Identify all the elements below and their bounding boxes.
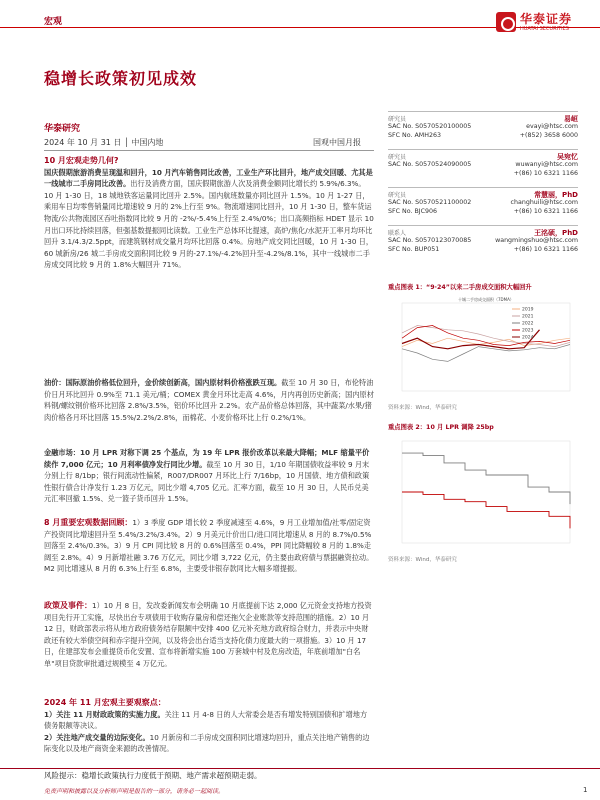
section-prices bbox=[44, 377, 374, 423]
analyst-name: 吴宛忆 bbox=[557, 153, 578, 161]
analyst-sac: SAC No. S0570123070085 bbox=[388, 237, 472, 244]
doc-type: 国观中国月报 bbox=[313, 138, 361, 147]
section-outlook bbox=[44, 697, 374, 755]
paragraph-text: 国庆假期旅游人次及消费金额同比增长约 5.9%/6.3%。10 月 1-30 日，18 城地铁客运量同比回升 2.5%。国内航班数量亦同比回升 1.5%。10 月 1-27 日，乘用车日均零售销量同比增速较 9 月的 2%上行至 9%。 bbox=[44, 179, 370, 212]
chart-title: 重点图表 2：10 月 LPR 调降 25bp bbox=[388, 424, 494, 431]
chart-2-plot bbox=[388, 435, 578, 555]
analyst-card bbox=[388, 114, 578, 148]
analyst-name: 王洺硕，PhD bbox=[534, 229, 578, 237]
chart-source: 资料来源：Wind，华泰研究 bbox=[388, 405, 457, 411]
plot-area bbox=[402, 441, 570, 543]
analyst-sac: SAC No. S0570520100005 bbox=[388, 123, 472, 130]
inline-highlight: 房地产成交同比回暖， bbox=[247, 237, 320, 247]
chart-2 bbox=[388, 422, 578, 563]
analyst-sfc: SFC No. AMH263 bbox=[388, 132, 441, 139]
paragraph-text: 截至 10 月 30 日，1/10 年期国债收益率较 9 月末分别上行 8/1bp；银行间流动性偏紧，R007/DR007 月环比上行 7/16bp，10 月国债、地方债和政策性银行债合计净发行 1.23 万亿元，同比少增 4,705 亿元。汇率方面，截至 10 月 30 日，人民币兑美元汇率回撤 1.5%、兑一篮子货币回升 1.5%。 bbox=[44, 459, 370, 504]
analyst-name: 常慧丽，PhD bbox=[534, 191, 578, 199]
paragraph-text: 关注 11 月 4-8 日的人大常委会是否有增发特别国债和扩增地方债务限额等决议。 bbox=[44, 709, 368, 731]
analyst-panel bbox=[388, 114, 578, 266]
analyst-phone: +(86) 10 6321 1166 bbox=[513, 170, 578, 177]
section-lead: 金融市场：10 月 LPR 对称下调 25 个基点，为 19 年 LPR 报价改革以来最大降幅；MLF 缩量平价续作 7,000 亿元；10 月利率债净发行同比少增。 bbox=[44, 448, 370, 469]
section-policy bbox=[44, 600, 374, 670]
section-lead: 国庆假期旅游消费呈现温和回升，10 月汽车销售同比改善，工业生产环比回升，地产成交回暖、尤其是一线城市二手房同比改善。 bbox=[44, 167, 373, 189]
analyst-email: evayi@htsc.com bbox=[526, 123, 578, 130]
outlook-item-head: 1）关注 11 月财政政策的实施力度。 bbox=[44, 709, 165, 719]
section-heading: 2024 年 11 月宏观主要观察点： bbox=[44, 698, 166, 707]
section-lead: 油价：国际原油价格低位回升，金价续创新高，国内原材料价格涨跌互现。 bbox=[44, 378, 282, 387]
logo-icon bbox=[496, 12, 516, 32]
chart-1-plot bbox=[388, 295, 578, 403]
analyst-email: wuwanyi@htsc.com bbox=[515, 161, 578, 168]
footer-rule bbox=[0, 768, 600, 769]
dateline: 2024 年 10 月 31 日 │ 中国内地 bbox=[44, 138, 164, 147]
section-tag: 宏观 bbox=[44, 17, 63, 27]
chart-source: 资料来源：Wind，华泰研究 bbox=[388, 557, 457, 563]
company-logo bbox=[496, 10, 592, 36]
analyst-card bbox=[388, 228, 578, 262]
paragraph-text: 10 月 1-30 日，整车货运物流/公共物流园区吞吐指数同比较 9 月的 -2%/-5.4%上行至 2.4%/0%；出口高频指标 HDET 显示 10 月出口环比持续回落，但强基数提振同比读数。 bbox=[44, 202, 374, 235]
paragraph-text: 高炉/焦化/水泥开工率月均环比回升 3.1/4.3/2.5ppt，而建筑钢材成交量月均环比回落 0.4%。 bbox=[44, 225, 373, 247]
paragraph-text: 1）3 季度 GDP 增长较 2 季度减速至 4.6%，9 月工业增加值/社零/固定资产投资同比增速回升至 5.4%/3.2%/3.4%。2）9 月美元计价出口/进口同比增速从 8 月的 8.7%/0.5%回落至 2.4%/0.3%。3）9 月 CPI 同比较 8 月的 0.6%回落至 0.4%，PPI 同比降幅较 8 月的 1.8%走阔至 2.8%。4）9 月新增社融 3.76 万亿元，同比少增 3,722 亿元，仍主要由政府债与票据融资拉动。M2 同比增速从 8 月的 6.3%上行至 6.8%，主要受非银存款同比大幅多增提振。 bbox=[44, 518, 374, 574]
analyst-sac: SAC No. S0570521100002 bbox=[388, 199, 472, 206]
section-data-review bbox=[44, 517, 374, 575]
analyst-card bbox=[388, 190, 578, 224]
legend-label: 2024 bbox=[522, 335, 534, 341]
legend-title: 十城二手房成交面积（7DMA） bbox=[458, 297, 514, 302]
logo-text: 华泰证券 bbox=[520, 12, 573, 26]
outlook-item-head: 2）关注地产成交量的边际变化。 bbox=[44, 732, 150, 742]
legend-label: 2022 bbox=[522, 321, 534, 327]
analyst-sac: SAC No. S0570524090005 bbox=[388, 161, 472, 168]
chart-1 bbox=[388, 282, 578, 411]
logo-subtext: HUATAI SECURITIES bbox=[520, 26, 569, 32]
divider bbox=[44, 150, 374, 151]
analyst-email: wangmingshuo@htsc.com bbox=[495, 237, 578, 244]
analyst-role: 联系人 bbox=[388, 230, 407, 237]
page-number: 1 bbox=[583, 786, 588, 794]
series-line-2022 bbox=[402, 345, 570, 362]
analyst-sfc: SFC No. BUP051 bbox=[388, 246, 440, 253]
section-heading: 8 月重要宏观数据回顾： bbox=[44, 518, 133, 527]
analyst-role: 研究员 bbox=[388, 116, 407, 123]
paragraph-text: 10 月 1-30 日，60 城新房/26 城二手房成交面积同比较 9 月的-27.1%/-4.2%回升至-4.2%/8.1%，其中一线城市二手房成交同比较 9 月的 1.8%大幅回升 71%。 bbox=[44, 237, 374, 270]
legend-label: 2019 bbox=[522, 307, 534, 313]
analyst-phone: +(86) 10 6321 1166 bbox=[513, 208, 578, 215]
analyst-phone: +(86) 10 6321 1166 bbox=[513, 246, 578, 253]
series-line-1 bbox=[402, 453, 570, 504]
section-overview bbox=[44, 155, 374, 271]
research-label: 华泰研究 bbox=[44, 124, 81, 134]
section-heading: 10 月宏观走势几何? bbox=[44, 156, 119, 165]
analyst-divider bbox=[388, 187, 578, 188]
inline-highlight: 工业生产总体环比提速， bbox=[194, 225, 275, 235]
analyst-divider bbox=[388, 149, 578, 150]
analyst-sfc: SFC No. BJC906 bbox=[388, 208, 438, 215]
analyst-email: changhuili@htsc.com bbox=[510, 199, 578, 206]
analyst-card bbox=[388, 152, 578, 186]
paragraph-text: 1）10 月 8 日，发改委新闻发布会明确 10 月底提前下达 2,000 亿元资金支持地方投资项目先行开工实施，尽快出台专项债用于收购存量房和偿还拖欠企业账款等支持范围的措施。2）10 月 12 日，财政部表示将从地方政府债务结存限额中安排 400 亿元补充地方政府综合财力，并表示中央财政还有较大举债空间和赤字提升空间，以及将会出台适当支持化债力度最大的一项措施。3）10 月 17 日，住建部发布会重提货币化安置、宣布将新增实施 100 万套城中村及危房改造，年底前增加"白名单"项目贷款审批通过规模至 4 万亿元。 bbox=[44, 601, 372, 668]
chart-title: 重点图表 1：“9·24”以来二手房成交面积大幅回升 bbox=[388, 284, 532, 291]
series-line-0 bbox=[402, 492, 570, 528]
disclaimer: 免责声明和披露以及分析师声明是报告的一部分，请务必一起阅读。 bbox=[44, 788, 225, 795]
paragraph-text: 10 月新房和二手房成交面积同比增速均回升，重点关注地产销售的边际变化以及地产商资金来源的改善情况。 bbox=[44, 732, 370, 754]
risk-note: 风险提示：稳增长政策执行力度低于预期、地产需求超预期走弱。 bbox=[44, 771, 262, 780]
legend-label: 2023 bbox=[522, 328, 534, 334]
paragraph-text: 截至 10 月 30 日，布伦特油价日月环比回升 0.9%至 71.1 美元/桶；COMEX 黄金月环比走高 4.6%，月内再创历史新高；国内原材料钢/螺纹钢价格环比回落 2.8%/3.5%，铝价环比回升 2.2%。农产品价格总体回落，其中蔬菜/水果/猪肉价格各月环比回落 15.5%/2.2%/2.8%，而棉花、小麦价格环比上行 0.2%/1%。 bbox=[44, 378, 374, 422]
analyst-phone: +(852) 3658 6000 bbox=[519, 132, 578, 139]
section-finance bbox=[44, 447, 374, 505]
analyst-name: 易峘 bbox=[564, 115, 578, 123]
inline-highlight: 出行及消费方面， bbox=[130, 179, 188, 189]
legend-label: 2021 bbox=[522, 314, 534, 320]
analyst-role: 研究员 bbox=[388, 154, 407, 161]
section-heading: 政策及事件： bbox=[44, 601, 92, 610]
page-title: 稳增长政策初见成效 bbox=[44, 69, 198, 88]
inline-highlight: 物流增速同比回升， bbox=[224, 202, 289, 212]
analyst-divider bbox=[388, 225, 578, 226]
analyst-role: 研究员 bbox=[388, 192, 407, 199]
analyst-divider bbox=[388, 111, 578, 112]
plot-area bbox=[402, 303, 570, 391]
